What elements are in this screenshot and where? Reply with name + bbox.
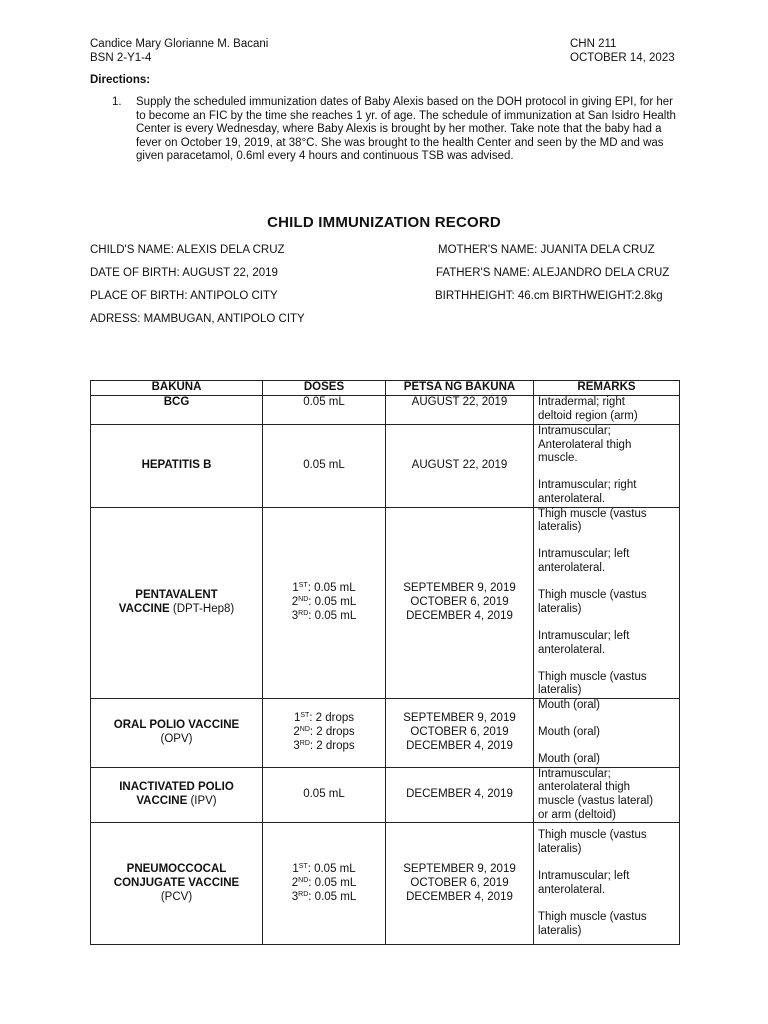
dose-cell: 0.05 mL <box>263 396 386 425</box>
dose-cell: 1ST: 0.05 mL 2ND: 0.05 mL 3RD: 0.05 mL <box>263 507 386 698</box>
directions-label: Directions: <box>90 74 151 86</box>
header-doses: DOSES <box>263 381 386 396</box>
table-row-pentavalent <box>91 507 680 698</box>
address: ADRESS: MAMBUGAN, ANTIPOLO CITY <box>90 313 305 325</box>
dose-cell: 1ST: 0.05 mL 2ND: 0.05 mL 3RD: 0.05 mL <box>263 823 386 945</box>
table-row-ipv <box>91 767 680 822</box>
header-bakuna: BAKUNA <box>91 381 263 396</box>
remarks-cell: Thigh muscle (vastus lateralis) Intramuscular; left anterolateral. Thigh muscle (vastus lateralis) <box>534 823 680 945</box>
date-cell: SEPTEMBER 9, 2019 OCTOBER 6, 2019 DECEMBER 4, 2019 <box>386 823 534 945</box>
table-row-hepatitis-b <box>91 425 680 508</box>
course-code: CHN 211 <box>570 38 617 50</box>
remarks-cell: Mouth (oral) Mouth (oral) Mouth (oral) <box>534 698 680 767</box>
child-name: CHILD'S NAME: ALEXIS DELA CRUZ <box>90 244 285 256</box>
table-row-bcg <box>91 396 680 425</box>
immunization-table <box>90 380 680 945</box>
date-cell: SEPTEMBER 9, 2019 OCTOBER 6, 2019 DECEMBER 4, 2019 <box>386 698 534 767</box>
remarks-cell: Intramuscular; anterolateral thigh muscle (vastus lateral) or arm (deltoid) <box>534 767 680 822</box>
birth-stats: BIRTHHEIGHT: 46.cm BIRTHWEIGHT:2.8kg <box>435 290 663 302</box>
student-name: Candice Mary Glorianne M. Bacani <box>90 38 269 50</box>
date-cell: AUGUST 22, 2019 <box>386 425 534 508</box>
document-date: OCTOBER 14, 2023 <box>570 52 675 64</box>
dose-cell: 1ST: 2 drops 2ND: 2 drops 3RD: 2 drops <box>263 698 386 767</box>
father-name: FATHER'S NAME: ALEJANDRO DELA CRUZ <box>436 267 670 279</box>
vaccine-name: PNEUMOCCOCAL CONJUGATE VACCINE (PCV) <box>91 823 263 945</box>
vaccine-name: BCG <box>91 396 263 425</box>
table-row-pcv <box>91 823 680 945</box>
remarks-cell: Intramuscular; Anterolateral thigh muscle. Intramuscular; right anterolateral. <box>534 425 680 508</box>
remarks-cell: Intradermal; right deltoid region (arm) <box>534 396 680 425</box>
student-section: BSN 2-Y1-4 <box>90 52 152 64</box>
place-of-birth: PLACE OF BIRTH: ANTIPOLO CITY <box>90 290 278 302</box>
header-petsa: PETSA NG BAKUNA <box>386 381 534 396</box>
table-row-opv <box>91 698 680 767</box>
vaccine-name: HEPATITIS B <box>91 425 263 508</box>
date-cell: SEPTEMBER 9, 2019 OCTOBER 6, 2019 DECEMBER 4, 2019 <box>386 507 534 698</box>
vaccine-name: PENTAVALENT VACCINE (DPT-Hep8) <box>91 507 263 698</box>
mother-name: MOTHER'S NAME: JUANITA DELA CRUZ <box>438 244 655 256</box>
vaccine-name: INACTIVATED POLIO VACCINE (IPV) <box>91 767 263 822</box>
directions-text-block <box>136 96 684 164</box>
vaccine-name: ORAL POLIO VACCINE (OPV) <box>91 698 263 767</box>
date-of-birth: DATE OF BIRTH: AUGUST 22, 2019 <box>90 267 278 279</box>
date-cell: DECEMBER 4, 2019 <box>386 767 534 822</box>
date-cell: AUGUST 22, 2019 <box>386 396 534 425</box>
directions-text: Supply the scheduled immunization dates of Baby Alexis based on the DOH protocol in giving EPI, for her to become an FIC by the time she reaches 1 yr. of age. The schedule of immunization at San Isidro Health Center is every Wednesday, where Baby Alexis is brought by her mother. Take note that the baby had a fever on October 19, 2019, at 38°C. She was brought to the health Center and seen by the MD and was given paracetamol, 0.6ml every 4 hours and continuous TSB was advised. <box>136 96 676 163</box>
dose-cell: 0.05 mL <box>263 767 386 822</box>
dose-cell: 0.05 mL <box>263 425 386 508</box>
record-title: CHILD IMMUNIZATION RECORD <box>267 214 501 231</box>
header-remarks: REMARKS <box>534 381 680 396</box>
directions-number: 1. <box>112 96 122 108</box>
table-header-row <box>91 381 680 396</box>
remarks-cell: Thigh muscle (vastus lateralis) Intramuscular; left anterolateral. Thigh muscle (vastus lateralis) Intramuscular; left anterolateral. Thigh muscle (vastus lateralis) <box>534 507 680 698</box>
